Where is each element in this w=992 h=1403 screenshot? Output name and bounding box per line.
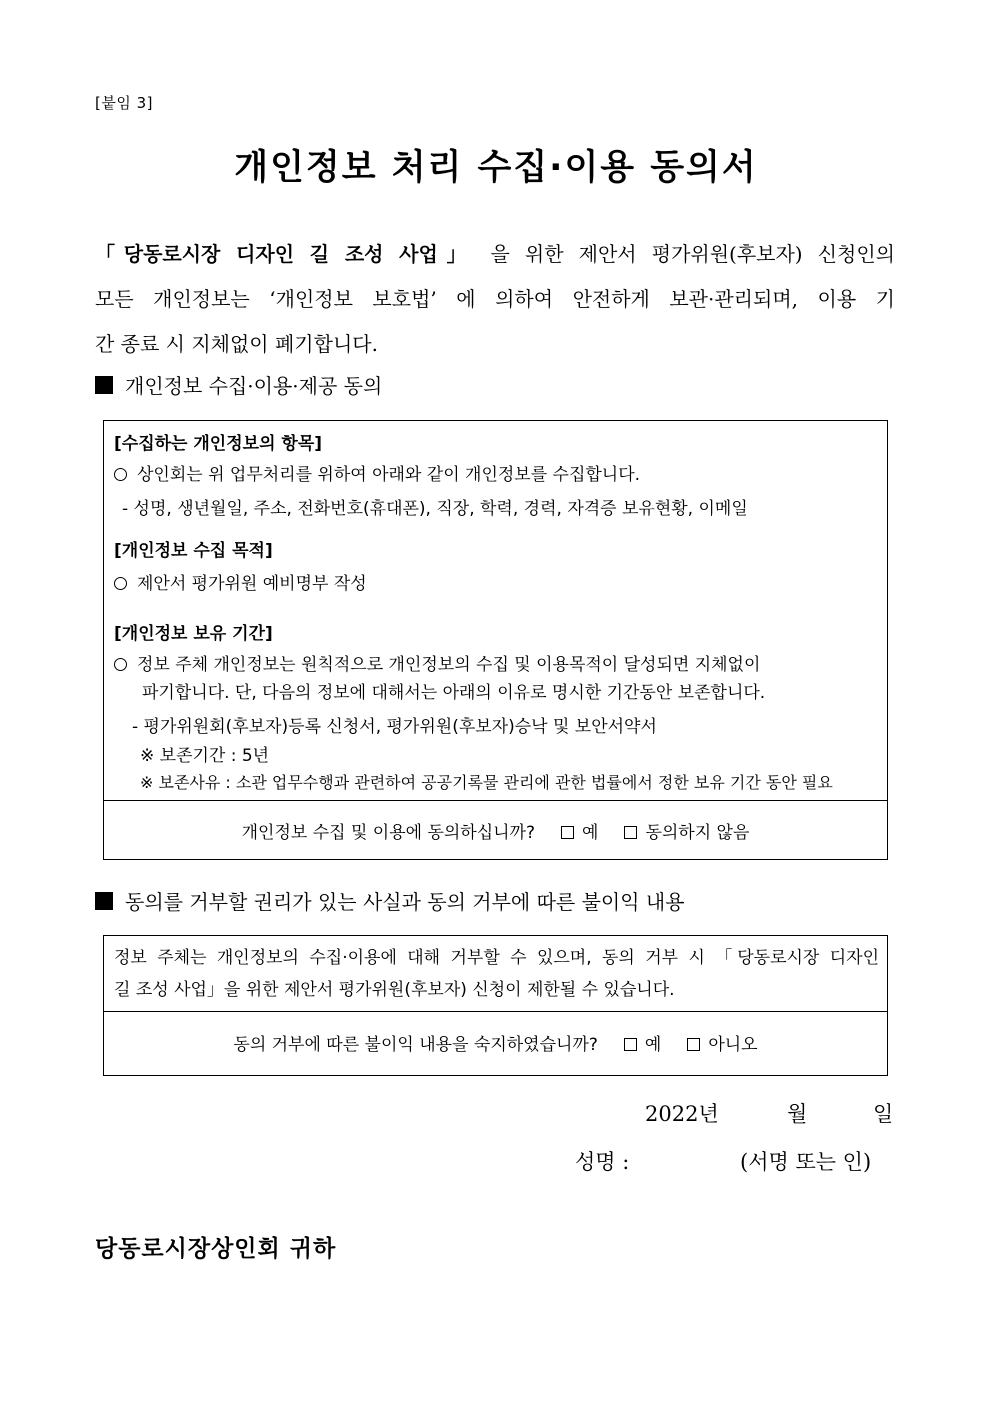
intro-line-1: 「당동로시장 디자인 길 조성 사업」 을 위한 제안서 평가위원(후보자) 신청인의 xyxy=(95,242,895,266)
purpose-desc: 제안서 평가위원 예비명부 작성 xyxy=(114,569,367,594)
date-month: 월 xyxy=(787,1102,808,1126)
refusal-info-box xyxy=(103,935,888,1076)
refusal-question-row xyxy=(104,1030,887,1055)
refusal-line-1: 정보 주체는 개인정보의 수집·이용에 대해 거부할 수 있으며, 동의 거부 시 「당동로시장 디자인 xyxy=(114,948,879,968)
no-checkbox[interactable] xyxy=(687,1038,700,1051)
signature-label: 성명 : xyxy=(575,1150,630,1174)
refusal-details xyxy=(104,936,887,1012)
period-desc-2: 파기합니다. 단, 다음의 정보에 대해서는 아래의 이유로 명시한 기간동안 보존합니다. xyxy=(142,683,766,703)
collection-info-box xyxy=(103,420,888,860)
date-day: 일 xyxy=(873,1102,894,1126)
no-label: 동의하지 않음 xyxy=(645,823,750,843)
items-desc: 상인회는 위 업무처리를 위하여 아래와 같이 개인정보를 수집합니다. xyxy=(114,460,640,485)
items-list: - 성명, 생년월일, 주소, 전화번호(휴대폰), 직장, 학력, 경력, 자격증 보유현황, 이메일 xyxy=(122,499,748,519)
circle-bullet-icon xyxy=(114,468,127,481)
period-title: [개인정보 보유 기간] xyxy=(114,624,273,644)
project-name: 「당동로시장 디자인 길 조성 사업」 xyxy=(95,242,476,266)
yes-label: 예 xyxy=(644,1035,662,1055)
no-label: 아니오 xyxy=(708,1035,758,1055)
circle-bullet-icon xyxy=(114,577,127,590)
black-square-icon xyxy=(95,376,113,394)
refusal-line-2: 길 조성 사업」을 위한 제안서 평가위원(후보자) 신청이 제한될 수 있습니다. xyxy=(114,980,675,1000)
yes-checkbox[interactable] xyxy=(561,826,574,839)
signature-note: (서명 또는 인) xyxy=(740,1150,872,1174)
collection-details xyxy=(104,421,887,801)
period-list: - 평가위원회(후보자)등록 신청서, 평가위원(후보자)승낙 및 보안서약서 xyxy=(132,717,657,737)
no-checkbox[interactable] xyxy=(624,826,637,839)
retention-period: ※ 보존기간 : 5년 xyxy=(140,746,270,766)
date-year: 2022년 xyxy=(645,1102,719,1126)
annex-label: [붙임 3] xyxy=(95,94,153,112)
intro-line-2: 모든 개인정보는 ‘개인정보 보호법’ 에 의하여 안전하게 보관·관리되며, 이용 기 xyxy=(95,287,895,311)
purpose-title: [개인정보 수집 목적] xyxy=(114,541,273,561)
yes-checkbox[interactable] xyxy=(624,1038,637,1051)
consent-question: 개인정보 수집 및 이용에 동의하십니까? xyxy=(241,823,535,843)
period-desc-1: 정보 주체 개인정보는 원칙적으로 개인정보의 수집 및 이용목적이 달성되면 지체없이 xyxy=(114,650,760,675)
retention-reason: ※ 보존사유 : 소관 업무수행과 관련하여 공공기록물 관리에 관한 법률에서 정한 보유 기간 동안 필요 xyxy=(140,773,833,792)
items-title: [수집하는 개인정보의 항목] xyxy=(114,434,323,454)
circle-bullet-icon xyxy=(114,658,127,671)
refusal-paragraph xyxy=(114,942,879,1006)
intro-paragraph xyxy=(95,232,895,367)
page-title: 개인정보 처리 수집·이용 동의서 xyxy=(234,148,758,188)
section2-heading: 동의를 거부할 권리가 있는 사실과 동의 거부에 따른 불이익 내용 xyxy=(95,886,685,915)
black-square-icon xyxy=(95,892,113,910)
recipient: 당동로시장상인회 귀하 xyxy=(95,1235,337,1262)
refusal-question: 동의 거부에 따른 불이익 내용을 숙지하였습니까? xyxy=(233,1035,598,1055)
yes-label: 예 xyxy=(582,823,599,843)
intro-line-3: 간 종료 시 지체없이 폐기합니다. xyxy=(95,332,378,356)
consent-question-row xyxy=(104,818,887,843)
section1-heading: 개인정보 수집·이용·제공 동의 xyxy=(95,370,382,399)
